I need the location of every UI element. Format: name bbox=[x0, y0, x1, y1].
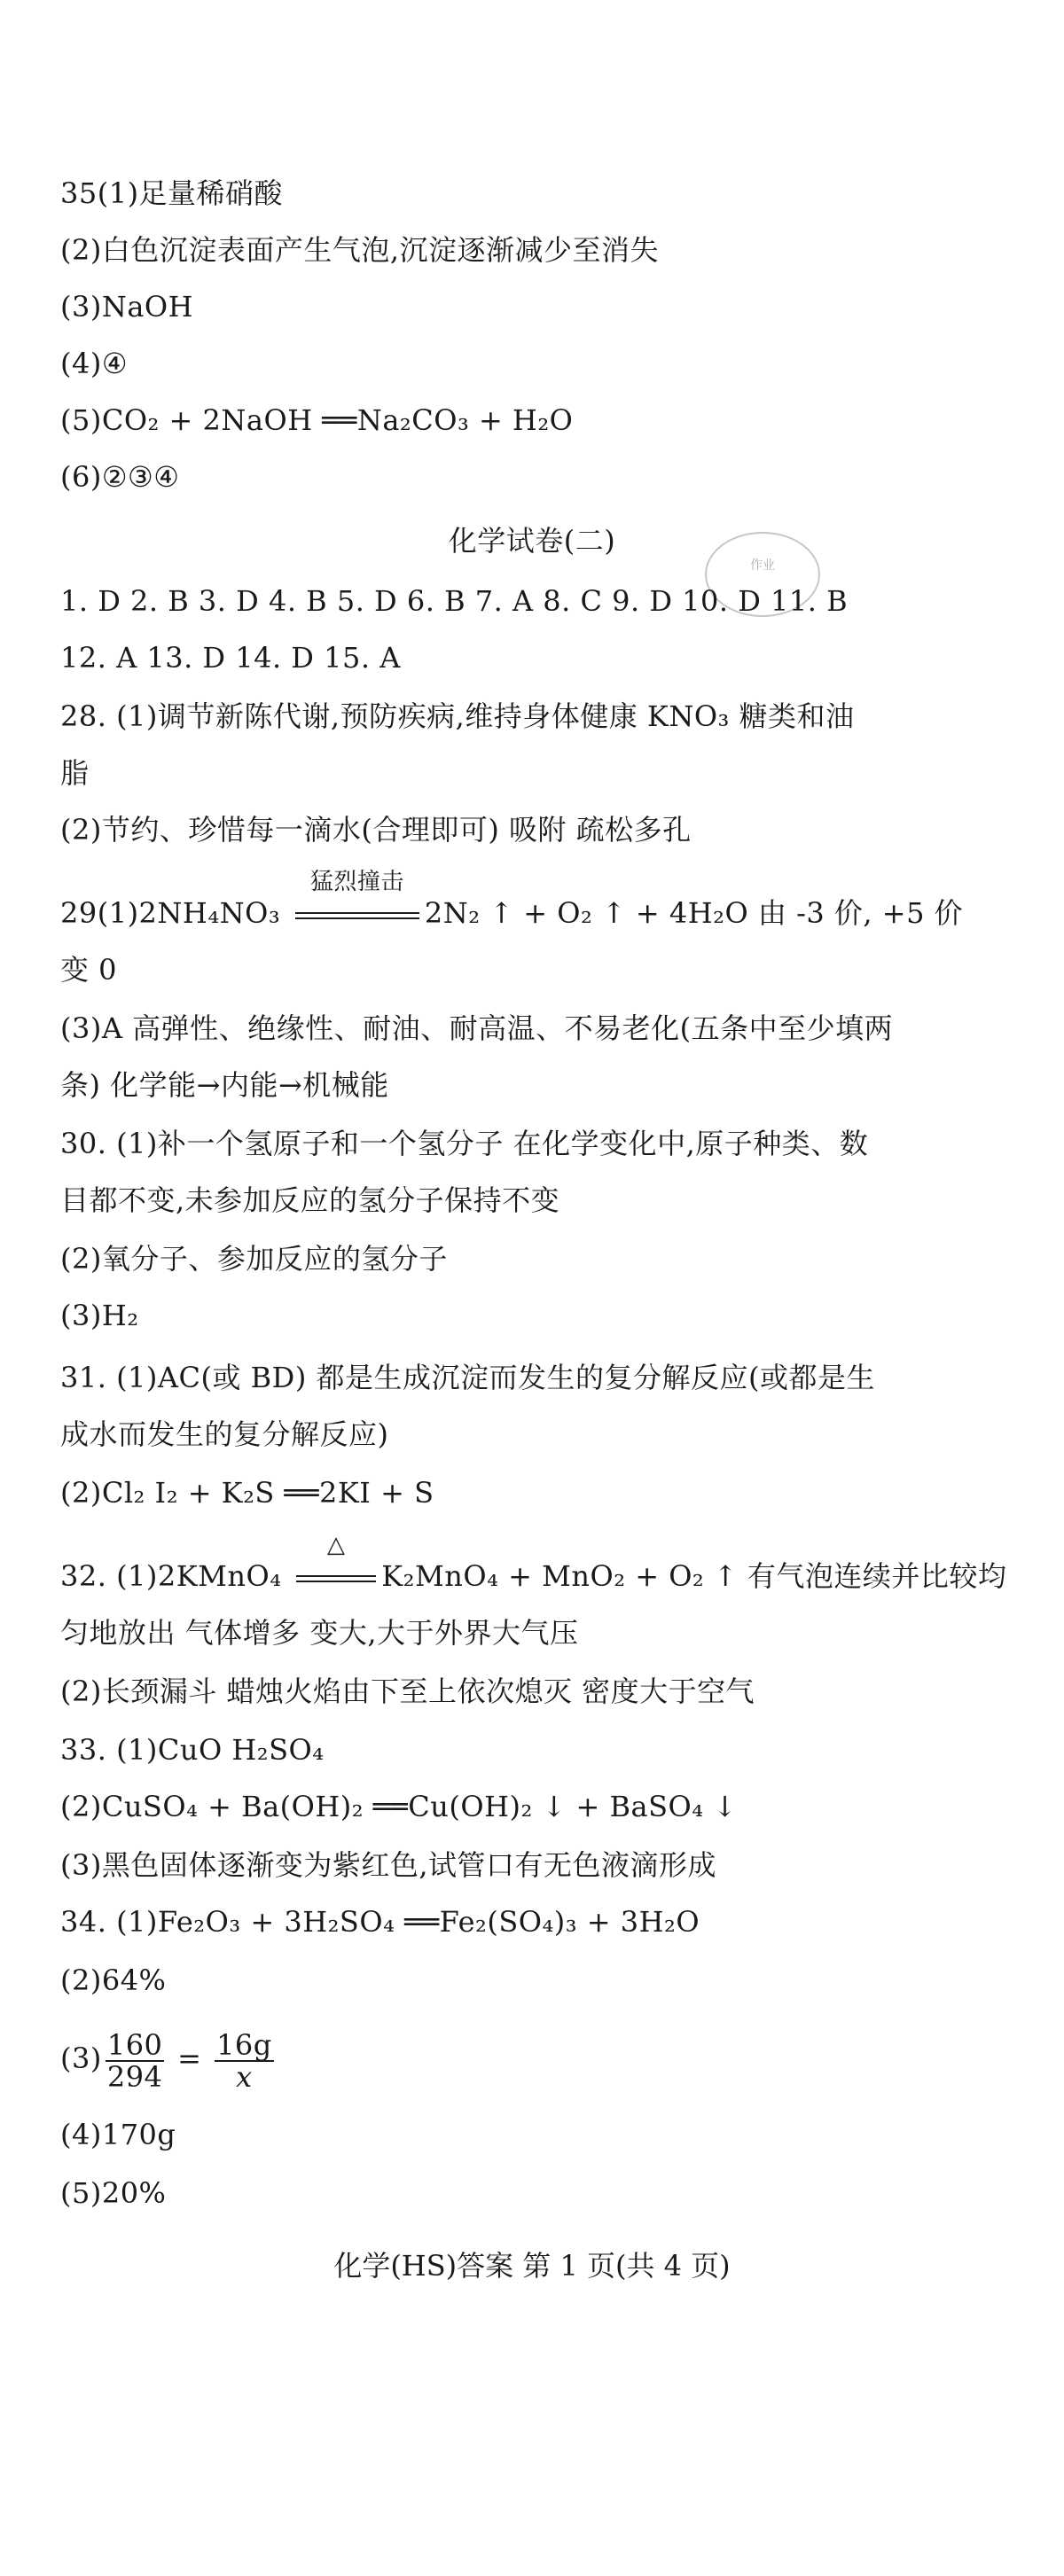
eq32-condition: △ bbox=[327, 1532, 346, 1558]
choices-row-1: 1. D 2. B 3. D 4. B 5. D 6. B 7. A 8. C 9. D 10. D 11. B bbox=[60, 584, 849, 618]
answer-33-1: 33. (1)CuO H₂SO₄ bbox=[60, 1733, 325, 1767]
fraction-numerator: 160 bbox=[106, 2027, 163, 2062]
section-title: 化学试卷(二) bbox=[448, 524, 616, 558]
eq29-condition: 猛烈撞击 bbox=[309, 869, 404, 895]
answer-35-1: 35(1)足量稀硝酸 bbox=[60, 176, 284, 210]
answer-30-1: 30. (1)补一个氢原子和一个氢分子 在化学变化中,原子种类、数 bbox=[60, 1127, 869, 1160]
answer-32-1-cont: 匀地放出 气体增多 变大,大于外界大气压 bbox=[60, 1616, 579, 1650]
answer-34-3-label: (3) bbox=[60, 2041, 102, 2075]
answer-35-4: (4)④ bbox=[60, 347, 129, 380]
answer-29-1 bbox=[60, 869, 1018, 931]
answer-30-2: (2)氧分子、参加反应的氢分子 bbox=[60, 1242, 448, 1276]
answer-35-2: (2)白色沉淀表面产生气泡,沉淀逐渐减少至消失 bbox=[60, 233, 660, 267]
answer-34-2: (2)64% bbox=[60, 1963, 167, 1997]
stamp-text: 作业 bbox=[750, 558, 775, 573]
eq32-products: K₂MnO₄ + MnO₂ + O₂ ↑ 有气泡连续并比较均 bbox=[381, 1559, 1007, 1593]
answer-34-1: 34. (1)Fe₂O₃ + 3H₂SO₄ ══Fe₂(SO₄)₃ + 3H₂O bbox=[60, 1905, 700, 1939]
answer-28-1: 28. (1)调节新陈代谢,预防疾病,维持身体健康 KNO₃ 糖类和油 bbox=[60, 699, 855, 733]
fraction-numerator: 16g bbox=[216, 2027, 272, 2062]
eq32-reactant: 32. (1)2KMnO₄ bbox=[60, 1559, 292, 1593]
answer-30-3: (3)H₂ bbox=[60, 1299, 139, 1332]
answer-32-2: (2)长颈漏斗 蜡烛火焰由下至上依次熄灭 密度大于空气 bbox=[60, 1674, 755, 1708]
answer-31-1-cont: 成水而发生的复分解反应) bbox=[60, 1417, 389, 1451]
fraction-denominator: x bbox=[236, 2059, 253, 2094]
eq29-reaction-arrow bbox=[290, 869, 425, 931]
fraction-denominator: 294 bbox=[106, 2059, 163, 2094]
answer-30-1-cont: 目都不变,未参加反应的氢分子保持不变 bbox=[60, 1183, 560, 1217]
answer-32-1 bbox=[60, 1532, 1018, 1594]
answer-31-2: (2)Cl₂ I₂ + K₂S ══2KI + S bbox=[60, 1476, 434, 1510]
answer-31-1: 31. (1)AC(或 BD) 都是生成沉淀而发生的复分解反应(或都是生 bbox=[60, 1361, 875, 1394]
fraction-molar-ratio bbox=[106, 2027, 165, 2094]
answer-34-3 bbox=[60, 2023, 1018, 2094]
choices-row-2: 12. A 13. D 14. D 15. A bbox=[60, 641, 401, 675]
fraction-mass-ratio bbox=[215, 2027, 274, 2094]
answer-35-3: (3)NaOH bbox=[60, 290, 194, 324]
eq32-reaction-arrow bbox=[291, 1532, 381, 1594]
answer-29-3-cont: 条) 化学能→内能→机械能 bbox=[60, 1068, 389, 1102]
eq29-products: 2N₂ ↑ + O₂ ↑ + 4H₂O 由 -3 价, +5 价 bbox=[424, 896, 964, 930]
answer-29-3: (3)A 高弹性、绝缘性、耐油、耐高温、不易老化(五条中至少填两 bbox=[60, 1011, 894, 1045]
answer-28-1-cont: 脂 bbox=[60, 756, 90, 790]
answer-35-5: (5)CO₂ + 2NaOH ══Na₂CO₃ + H₂O bbox=[60, 403, 574, 437]
page-footer: 化学(HS)答案 第 1 页(共 4 页) bbox=[333, 2249, 731, 2283]
answer-34-4: (4)170g bbox=[60, 2118, 176, 2151]
answer-35-6: (6)②③④ bbox=[60, 460, 180, 494]
answer-34-5: (5)20% bbox=[60, 2176, 167, 2210]
answer-33-3: (3)黑色固体逐渐变为紫红色,试管口有无色液滴形成 bbox=[60, 1848, 717, 1882]
eq29-reactant: 29(1)2NH₄NO₃ bbox=[60, 896, 290, 930]
answer-28-2: (2)节约、珍惜每一滴水(合理即可) 吸附 疏松多孔 bbox=[60, 813, 692, 847]
fraction-equals: = bbox=[168, 2041, 212, 2075]
answer-33-2: (2)CuSO₄ + Ba(OH)₂ ══Cu(OH)₂ ↓ + BaSO₄ ↓ bbox=[60, 1790, 738, 1823]
answer-29-1-cont: 变 0 bbox=[60, 953, 118, 987]
